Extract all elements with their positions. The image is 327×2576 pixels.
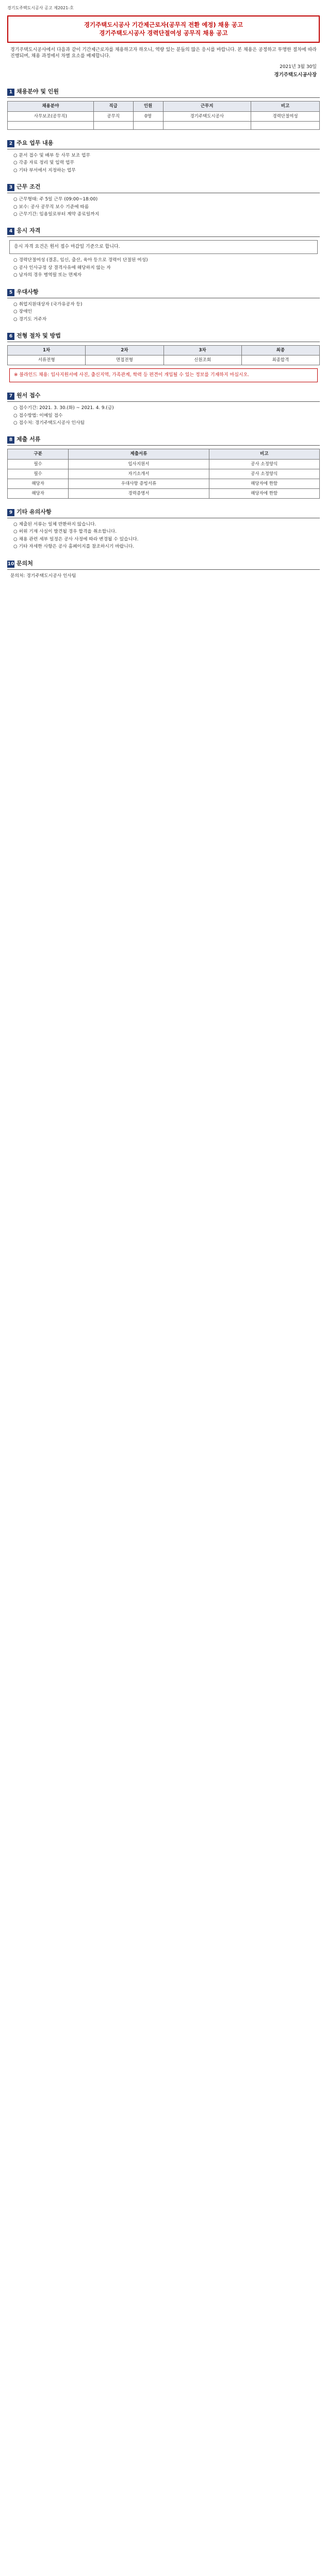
list-item: ○ 기타 자세한 사항은 공사 홈페이지를 참조하시기 바랍니다. <box>13 544 135 550</box>
table-header: 채용분야 <box>8 101 94 111</box>
list-item: ○ 접수기간: 2021. 3. 30.(화) ~ 2021. 4. 9.(금) <box>13 405 114 411</box>
list-item: ○ 채용 관련 세부 일정은 공사 사정에 따라 변경될 수 있습니다. <box>13 536 139 542</box>
table-row: 서류전형 면접전형 신원조회 최종합격 <box>8 355 320 365</box>
section-eligibility <box>7 227 320 278</box>
table-row <box>8 121 320 129</box>
section-number: 5 <box>7 289 14 296</box>
table-row: 사무보조(공무직) 공무직 0명 경기주택도시공사 경력단절여성 <box>8 111 320 121</box>
section-process <box>7 332 320 382</box>
section-preference <box>7 288 320 323</box>
section-title: 주요 업무 내용 <box>17 139 54 146</box>
table-header: 비고 <box>251 101 320 111</box>
section-number: 9 <box>7 509 14 516</box>
table-row: 필수 입사지원서 공사 소정양식 <box>8 459 320 469</box>
table-header: 구분 <box>8 449 69 459</box>
section-conditions <box>7 183 320 217</box>
table-row: 해당자 우대사항 증빙서류 해당자에 한함 <box>8 479 320 488</box>
section-number: 6 <box>7 333 14 340</box>
list-item: ○ 각종 자료 정리 및 입력 업무 <box>13 160 74 166</box>
list-item: ○ 기타 부서에서 지정하는 업무 <box>13 167 76 173</box>
table-header: 직급 <box>93 101 133 111</box>
title-line1: 경기주택도시공사 기간제근로자(공무직 전환 예정) 채용 공고 <box>84 21 243 28</box>
section-title: 문의처 <box>17 560 33 567</box>
header-note: 경기도주택도시공사 공고 제2021-호 <box>7 6 74 10</box>
title-box <box>7 15 320 43</box>
list-item: ○ 공사 인사규정 상 결격사유에 해당하지 않는 자 <box>13 265 111 270</box>
table-row: 해당자 경력증명서 해당자에 한함 <box>8 488 320 498</box>
section-title: 제출 서류 <box>17 436 41 443</box>
list-item: ○ 허위 기재 사실이 발견될 경우 합격을 취소합니다. <box>13 529 117 535</box>
section-number: 2 <box>7 140 14 147</box>
list-item: ○ 접수방법: 이메일 접수 <box>13 413 63 418</box>
section-title: 채용분야 및 인원 <box>17 88 59 95</box>
section-contact <box>7 560 320 579</box>
list-item: ○ 접수처: 경기주택도시공사 인사팀 <box>13 420 85 426</box>
list-item: ○ 경력단절여성 (결혼, 임신, 출산, 육아 등으로 경력이 단절된 여성) <box>13 258 148 263</box>
announce-date: 2021년 3월 30일 <box>280 64 317 70</box>
section-recruit <box>7 88 320 129</box>
section-number: 4 <box>7 228 14 235</box>
list-item: ○ 장애인 <box>13 309 32 315</box>
section-title: 원서 접수 <box>17 392 41 399</box>
section-title: 우대사항 <box>17 288 39 295</box>
section-title: 응시 자격 <box>17 227 41 234</box>
section-number: 10 <box>7 561 14 567</box>
section-number: 3 <box>7 184 14 191</box>
list-item: ○ 취업지원대상자 (국가유공자 등) <box>13 301 83 307</box>
section-etc <box>7 508 320 550</box>
recruit-table <box>7 101 320 129</box>
section-duties <box>7 139 320 174</box>
section-title: 전형 절차 및 방법 <box>17 332 61 340</box>
list-item: ○ 남자의 경우 병역필 또는 면제자 <box>13 273 82 278</box>
title-line2: 경기주택도시공사 경력단절여성 공무직 채용 공고 <box>99 29 228 37</box>
blind-notice: ※ 블라인드 채용: 입사지원서에 사진, 출신지역, 가족관계, 학력 등 편견이 개입될 수 있는 정보를 기재하지 마십시오. <box>9 368 318 382</box>
section-number: 1 <box>7 89 14 96</box>
list-item: ○ 문서 접수 및 배부 등 사무 보조 업무 <box>13 152 91 158</box>
table-header: 비고 <box>209 449 319 459</box>
section-number: 7 <box>7 393 14 400</box>
list-item: ○ 제출된 서류는 일체 반환하지 않습니다. <box>13 521 96 527</box>
list-item: ○ 보수: 공사 공무직 보수 기준에 따름 <box>13 204 89 210</box>
table-header: 1차 <box>8 346 86 355</box>
section-number: 8 <box>7 436 14 444</box>
section-apply <box>7 392 320 426</box>
table-header: 제출서류 <box>69 449 209 459</box>
contact-text: 문의처: 경기주택도시공사 인사팀 <box>10 573 76 579</box>
list-item: ○ 근무형태: 주 5일 근무 (09:00~18:00) <box>13 197 98 202</box>
announce-org: 경기주택도시공사장 <box>274 72 317 78</box>
eligibility-note: 응시 자격 요건은 원서 접수 마감일 기준으로 합니다. <box>9 240 318 254</box>
table-header: 근무지 <box>163 101 251 111</box>
process-table <box>7 345 320 365</box>
docs-table <box>7 449 320 498</box>
table-row: 필수 자기소개서 공사 소정양식 <box>8 469 320 479</box>
intro-text: 경기주택도시공사에서 다음과 같이 기간제근로자를 채용하고자 하오니, 역량 있는 분들의 많은 응시를 바랍니다. 본 채용은 공정하고 투명한 절차에 따라 진행되며, 채용 과정에서 차별 요소를 배제합니다. <box>10 47 317 59</box>
section-title: 근무 조건 <box>17 183 41 191</box>
table-header: 인원 <box>133 101 163 111</box>
table-header: 최종 <box>241 346 319 355</box>
list-item: ○ 경기도 거주자 <box>13 316 47 322</box>
section-title: 기타 유의사항 <box>17 508 52 515</box>
section-docs <box>7 435 320 498</box>
list-item: ○ 근무기간: 임용일로부터 계약 종료일까지 <box>13 211 100 217</box>
table-header: 3차 <box>164 346 241 355</box>
table-header: 2차 <box>86 346 164 355</box>
